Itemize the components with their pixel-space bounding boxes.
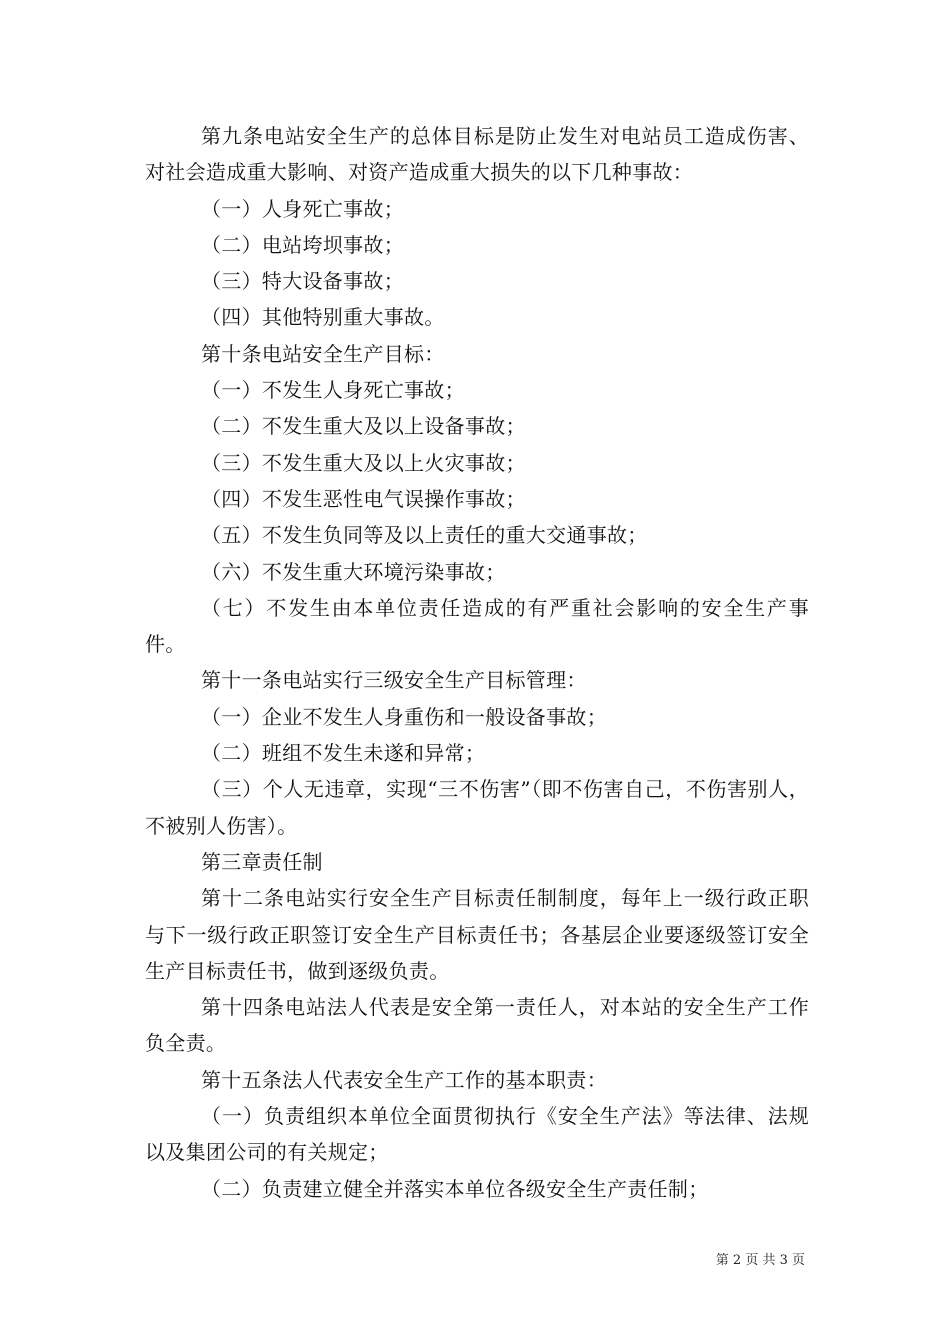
article-10-item-1: （一）不发生人身死亡事故； bbox=[201, 378, 465, 403]
page-number-footer: 第 2 页 共 3 页 bbox=[715, 1253, 805, 1268]
article-10: 第十条电站安全生产目标： bbox=[201, 341, 445, 366]
article-11-item-3: （三）个人无违章，实现“三不伤害”（即不伤害自己，不伤害别人，不被别人伤害）。 bbox=[145, 777, 809, 838]
article-11-item-1: （一）企业不发生人身重伤和一般设备事故； bbox=[201, 704, 607, 729]
article-9-item-2: （二）电站垮坝事故； bbox=[201, 232, 404, 257]
article-9: 第九条电站安全生产的总体目标是防止发生对电站员工造成伤害、对社会造成重大影响、对资产造成重大损失的以下几种事故： bbox=[145, 124, 809, 185]
chapter-3-heading: 第三章责任制 bbox=[201, 849, 323, 874]
article-9-item-4: （四）其他特别重大事故。 bbox=[201, 305, 445, 330]
article-14: 第十四条电站法人代表是安全第一责任人，对本站的安全生产工作负全责。 bbox=[145, 995, 809, 1056]
article-10-item-5: （五）不发生负同等及以上责任的重大交通事故； bbox=[201, 523, 648, 548]
article-10-item-2: （二）不发生重大及以上设备事故； bbox=[201, 414, 526, 439]
document-body bbox=[145, 118, 809, 1207]
article-9-item-1: （一）人身死亡事故； bbox=[201, 196, 404, 221]
article-15: 第十五条法人代表安全生产工作的基本职责： bbox=[201, 1067, 607, 1092]
article-10-item-4: （四）不发生恶性电气误操作事故； bbox=[201, 486, 526, 511]
article-9-item-3: （三）特大设备事故； bbox=[201, 269, 404, 294]
article-10-item-3: （三）不发生重大及以上火灾事故； bbox=[201, 450, 526, 475]
article-15-item-1: （一）负责组织本单位全面贯彻执行《安全生产法》等法律、法规以及集团公司的有关规定； bbox=[145, 1104, 809, 1165]
article-10-item-7: （七）不发生由本单位责任造成的有严重社会影响的安全生产事件。 bbox=[145, 595, 809, 657]
article-11-item-2: （二）班组不发生未遂和异常； bbox=[201, 741, 486, 766]
article-10-item-6: （六）不发生重大环境污染事故； bbox=[201, 559, 506, 584]
article-11: 第十一条电站实行三级安全生产目标管理： bbox=[201, 668, 587, 693]
article-15-item-2: （二）负责建立健全并落实本单位各级安全生产责任制； bbox=[201, 1176, 709, 1201]
article-12: 第十二条电站实行安全生产目标责任制制度，每年上一级行政正职与下一级行政正职签订安全生产目标责任书；各基层企业要逐级签订安全生产目标责任书，做到逐级负责。 bbox=[145, 886, 809, 983]
